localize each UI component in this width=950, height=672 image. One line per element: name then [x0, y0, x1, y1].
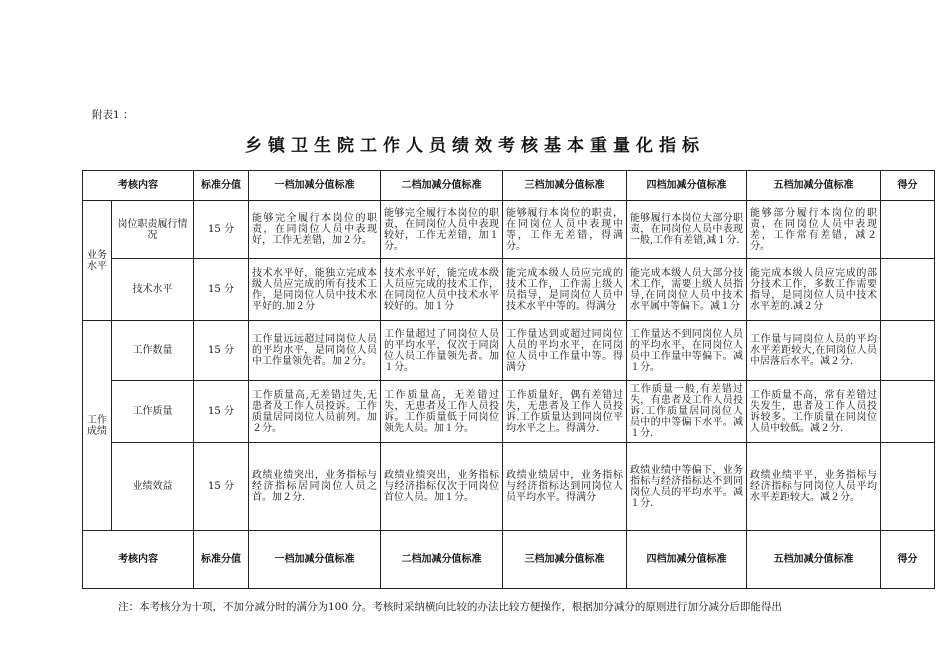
- tier2-standard: 技术水平好，能完成本级人员应完成的技术工作，在同岗位人员中技术水平较好的。加１分: [381, 259, 503, 321]
- item-name: 岗位职责履行情况: [112, 201, 194, 259]
- standard-score: 15 分: [194, 443, 249, 531]
- footer-content: 考核内容: [83, 531, 194, 589]
- tier2-standard: 工作质量高，无差错过失，无患者及工作人员投诉。工作质量低于同岗位领先人员。加１分。: [381, 381, 503, 443]
- tier3-standard: 工作质量好，偶有差错过失，无患者及工作人员投诉.工作质量达到同岗位平均水平之上。得满分.: [503, 381, 627, 443]
- header-tier1: 一档加减分值标准: [249, 171, 381, 201]
- score-cell[interactable]: [881, 259, 935, 321]
- tier5-standard: 能够部分履行本岗位的职责，在同岗位人员中表现差，工作常有差错，减２分。: [747, 201, 881, 259]
- header-standard-score: 标准分值: [194, 171, 249, 201]
- annex-label: 附表1 ：: [92, 109, 134, 121]
- footer-tier1: 一档加减分值标准: [249, 531, 381, 589]
- footer-score: 得分: [881, 531, 935, 589]
- header-tier4: 四档加减分值标准: [627, 171, 747, 201]
- footnote: 注：本考核分为十项，不加分减分时的满分为100 分。考核时采纳横向比较的办法比较方便操作，根据加分减分的原则进行加分减分后即能得出: [118, 601, 782, 613]
- score-cell[interactable]: [881, 201, 935, 259]
- header-tier2: 二档加减分值标准: [381, 171, 503, 201]
- tier3-standard: 政绩业绩居中，业务指标与经济指标达到同岗位人员平均水平。得满分: [503, 443, 627, 531]
- tier3-standard: 工作量达到或超过同岗位人员的平均水平，在同岗位人员中工作量中等。得满分: [503, 321, 627, 381]
- table-footer-header-row: [83, 531, 935, 589]
- tier5-standard: 工作量与同岗位人员的平均水平差距较大,在同岗位人员中居落后水平。减２分.: [747, 321, 881, 381]
- tier1-standard: 工作量远远超过同岗位人员的平均水平，是同岗位人员中工作量领先者。加２分。: [249, 321, 381, 381]
- tier3-standard: 能完成本级人员应完成的技术工作，工作需上级人员指导，是同岗位人员中技术水平中等的。得满分: [503, 259, 627, 321]
- table-row: [83, 201, 935, 259]
- table-row: [83, 381, 935, 443]
- tier1-standard: 政绩业绩突出，业务指标与经济指标居同岗位人员之首。加２分.: [249, 443, 381, 531]
- tier1-standard: 能够完全履行本岗位的职责，在同岗位人员中表现好，工作无差错，加２分。: [249, 201, 381, 259]
- document-title: 乡镇卫生院工作人员绩效考核基本重量化指标: [245, 136, 705, 156]
- tier1-standard: 技术水平好，能独立完成本级人员应完成的所有技术工作，是同岗位人员中技术水平好的.加２分: [249, 259, 381, 321]
- footer-tier2: 二档加减分值标准: [381, 531, 503, 589]
- standard-score: 15 分: [194, 259, 249, 321]
- footer-tier4: 四档加减分值标准: [627, 531, 747, 589]
- standard-score: 15 分: [194, 321, 249, 381]
- tier5-standard: 工作质量不高，常有差错过失发生，患者及工作人员投诉较多。工作质量在同岗位人员中较低。减２分.: [747, 381, 881, 443]
- footer-tier5: 五档加减分值标准: [747, 531, 881, 589]
- standard-score: 15 分: [194, 201, 249, 259]
- score-cell[interactable]: [881, 443, 935, 531]
- footer-standard-score: 标准分值: [194, 531, 249, 589]
- item-name: 技术水平: [112, 259, 194, 321]
- assessment-table: [82, 170, 935, 589]
- header-tier3: 三档加减分值标准: [503, 171, 627, 201]
- table-row: [83, 321, 935, 381]
- header-content: 考核内容: [83, 171, 194, 201]
- tier2-standard: 工作量超过了同岗位人员的平均水平，仅次于同岗位人员工作量领先者。加１分。: [381, 321, 503, 381]
- standard-score: 15 分: [194, 381, 249, 443]
- tier4-standard: 工作质量一般,有差错过失，有患者及工作人员投诉.工作质量居同岗位人员中的中等偏下水平。减１分.: [627, 381, 747, 443]
- tier4-standard: 政绩业绩中等偏下，业务指标与经济指标达不到同岗位人员的平均水平。减１分.: [627, 443, 747, 531]
- category-work-performance: 工作成绩: [83, 321, 112, 531]
- tier3-standard: 能够履行本岗位的职责，在同岗位人员中表现中等，工作无差错，得满分。: [503, 201, 627, 259]
- table-row: [83, 443, 935, 531]
- tier4-standard: 工作量达不到同岗位人员的平均水平，在同岗位人员中工作量中等偏下。减１分。: [627, 321, 747, 381]
- item-name: 业绩效益: [112, 443, 194, 531]
- tier2-standard: 能够完全履行本岗位的职责，在同岗位人员中表现较好，工作无差错，加１分。: [381, 201, 503, 259]
- score-cell[interactable]: [881, 321, 935, 381]
- tier4-standard: 能够履行本岗位大部分职责，在同岗位人员中表现一般,工作有差错,减１分.: [627, 201, 747, 259]
- table-header-row: [83, 171, 935, 201]
- tier4-standard: 能完成本级人员大部分技术工作，需要上级人员指导,在同岗位人员中技术水平属中等偏下。减１分: [627, 259, 747, 321]
- item-name: 工作质量: [112, 381, 194, 443]
- header-tier5: 五档加减分值标准: [747, 171, 881, 201]
- score-cell[interactable]: [881, 381, 935, 443]
- table-row: [83, 259, 935, 321]
- tier1-standard: 工作质量高,无差错过失,无患者及工作人员投诉。工作质量居同岗位人员前列。加２分。: [249, 381, 381, 443]
- tier2-standard: 政绩业绩突出，业务指标与经济指标仅次于同岗位首位人员。加１分。: [381, 443, 503, 531]
- tier5-standard: 能完成本级人员应完成的部分技术工作，多数工作需要指导，是同岗位人员中技术水平差的.减２分: [747, 259, 881, 321]
- footer-tier3: 三档加减分值标准: [503, 531, 627, 589]
- item-name: 工作数量: [112, 321, 194, 381]
- tier5-standard: 政绩业绩平平，业务指标与经济指标与同岗位人员平均水平差距较大。减２分。: [747, 443, 881, 531]
- category-business-level: 业务水平: [83, 201, 112, 321]
- header-score: 得分: [881, 171, 935, 201]
